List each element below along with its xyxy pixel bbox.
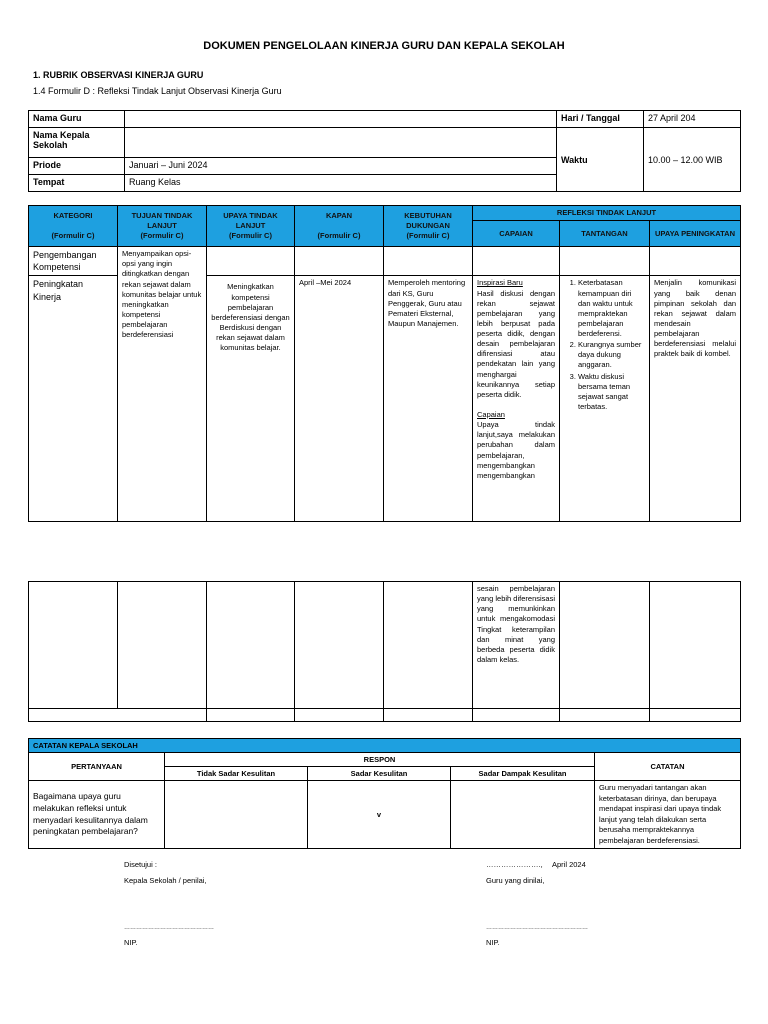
- guru-label: Guru yang dinilai,: [486, 876, 545, 885]
- kapan-cell: April –Mei 2024: [295, 276, 384, 522]
- kebutuhan-cell: Memperoleh mentoring dari KS, Guru Penggerak, Guru atau Pemateri Eksternal, Maupun Manajemen.: [384, 276, 473, 522]
- tantangan-item: 3. Waktu diskusi bersama teman sejawat sangat terbatas.: [578, 372, 645, 413]
- catatan-band: CATATAN KEPALA SEKOLAH: [29, 739, 741, 753]
- respon-option-sadar-dampak: Sadar Dampak Kesulitan: [451, 767, 595, 781]
- document-title: DOKUMEN PENGELOLAAN KINERJA GURU DAN KEPALA SEKOLAH: [203, 40, 565, 52]
- header-tantangan: TANTANGAN: [560, 221, 650, 247]
- signature-line-right: ……………………………………………: [486, 925, 588, 931]
- signature-date: April 2024: [552, 860, 586, 869]
- pertanyaan-text: Bagaimana upaya guru melakukan refleksi untuk menyadari kesulitannya dalam peningkatan pembelajaran?: [29, 781, 165, 849]
- tujuan-cell: Menyampaikan opsi-opsi yang ingin ditingkatkan dengan rekan sejawat dalam komunitas belajar untuk meningkatkan kompetensi pembelajaran berdeferensiasi: [118, 247, 207, 522]
- capaian-cell: [473, 276, 560, 522]
- priode-label: Priode: [29, 158, 125, 175]
- hari-value: 27 April 204: [644, 111, 741, 128]
- reflection-table: [28, 205, 741, 522]
- hari-label: Hari / Tanggal: [557, 111, 644, 128]
- header-kategori: KATEGORI (Formulir C): [29, 206, 118, 247]
- kategori-pengembangan: Pengembangan Kompetensi: [29, 247, 118, 276]
- respon-option-tidak-sadar: Tidak Sadar Kesulitan: [165, 767, 308, 781]
- capaian-heading-capaian: Capaian: [477, 410, 505, 420]
- respon-check-mark: v: [308, 781, 451, 849]
- waktu-value: 10.00 – 12.00 WIB: [644, 128, 741, 192]
- upaya-peningkatan-cell: Menjalin komunikasi yang baik denan pimpinan sekolah dan rekan sejawat dalam mendesain pembelajaran berdeferensiasi melalui praktek baik di kombel.: [650, 276, 741, 522]
- nama-guru-value: [125, 111, 557, 128]
- priode-value: Januari – Juni 2024: [125, 158, 557, 175]
- capaian-capaian-text: Upaya tindak lanjut,saya melakukan perubahan dalam pembelajaran, mengembangkan mengembangkan: [477, 420, 555, 480]
- capaian-inspirasi-text: Hasil diskusi dengan rekan sejawat pembelajaran yang lebih berpusat pada peserta didik, dengan desain pembelajaran difirensiasi atau pendekatan lain yang menghargai keunikannya setiap peserta didik.: [477, 288, 555, 399]
- header-refleksi: REFLEKSI TINDAK LANJUT: [473, 206, 741, 221]
- header-respon: RESPON: [165, 753, 595, 767]
- kepala-sekolah-label: Kepala Sekolah / penilai,: [124, 876, 207, 885]
- waktu-label: Waktu: [557, 128, 644, 192]
- capaian-heading-inspirasi: Inspirasi Baru: [477, 278, 523, 288]
- tantangan-cell: [560, 276, 650, 522]
- header-kebutuhan: KEBUTUHAN DUKUNGAN (Formulir C): [384, 206, 473, 247]
- tantangan-item: 2. Kurangnya sumber daya dukung anggaran.: [578, 340, 645, 370]
- date-dots: ………………….,: [486, 860, 543, 869]
- catatan-table: [28, 738, 741, 849]
- header-upaya: UPAYA TINDAK LANJUT (Formulir C): [207, 206, 295, 247]
- signature-line-left: ………………………………………: [124, 925, 214, 931]
- nama-guru-label: Nama Guru: [29, 111, 125, 128]
- nama-kepala-label: Nama Kepala Sekolah: [29, 128, 125, 158]
- kategori-peningkatan: Peningkatan Kinerja: [29, 276, 118, 522]
- subsection-heading: 1.4 Formulir D : Refleksi Tindak Lanjut Observasi Kinerja Guru: [33, 86, 282, 96]
- tantangan-item: 1. Keterbatasan kemampuan diri dan waktu untuk mempraktekan pembelajaran berdeferensi.: [578, 278, 645, 339]
- reflection-table-continued: [28, 581, 741, 722]
- tempat-label: Tempat: [29, 175, 125, 192]
- info-table: [28, 110, 741, 192]
- header-tujuan: TUJUAN TINDAK LANJUT (Formulir C): [118, 206, 207, 247]
- disetujui-label: Disetujui :: [124, 860, 157, 869]
- header-capaian: CAPAIAN: [473, 221, 560, 247]
- upaya-cell: Meningkatkan kompetensi pembelajaran berdeferensiasi dengan Berdiskusi dengan rekan sejawat dalam komunitas belajar.: [207, 276, 295, 522]
- capaian-continued: sesain pembelajaran yang lebih diferensisasi yang memunkinkan untuk mengakomodasi Tingkat keterampilan dan minat yang berbeda peserta didik dalam kelas.: [473, 582, 560, 709]
- header-catatan: CATATAN: [595, 753, 741, 781]
- respon-option-sadar: Sadar Kesulitan: [308, 767, 451, 781]
- section-heading: 1. RUBRIK OBSERVASI KINERJA GURU: [33, 70, 204, 80]
- nip-left: NIP.: [124, 938, 138, 947]
- header-upaya-peningkatan: UPAYA PENINGKATAN: [650, 221, 741, 247]
- catatan-text: Guru menyadari tantangan akan keterbatasan dirinya, dan berupaya mendapat inspirasi dari upaya tindak lanjut yang telah dilakukan serta berusaha mempraktekannya pembelajaran berdeferensiasi.: [595, 781, 741, 849]
- tempat-value: Ruang Kelas: [125, 175, 557, 192]
- nama-kepala-value: [125, 128, 557, 158]
- nip-right: NIP.: [486, 938, 500, 947]
- header-pertanyaan: PERTANYAAN: [29, 753, 165, 781]
- header-kapan: KAPAN (Formulir C): [295, 206, 384, 247]
